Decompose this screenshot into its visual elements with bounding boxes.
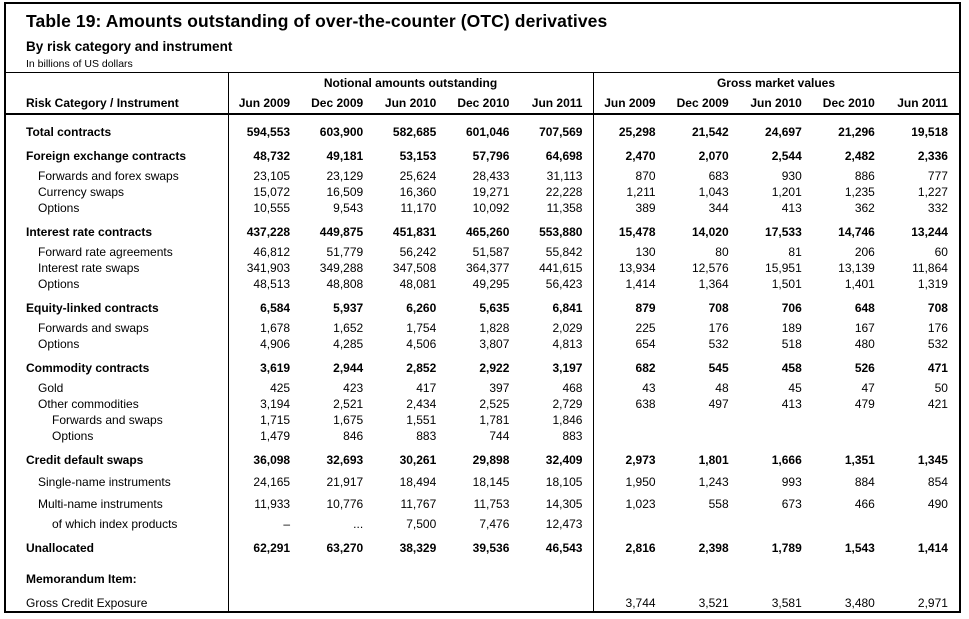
- value-cell: 14,305: [545, 497, 583, 511]
- value-cell: 4,506: [406, 337, 437, 351]
- value-cell: 638: [635, 397, 656, 411]
- row-label: Unallocated: [26, 541, 95, 555]
- value-cell: 16,509: [326, 185, 364, 199]
- value-cell: 56,423: [545, 277, 583, 291]
- value-cell: 81: [788, 245, 802, 259]
- value-cell: 1,666: [771, 453, 802, 467]
- value-cell: 22,228: [545, 185, 583, 199]
- value-cell: 6,841: [552, 301, 583, 315]
- value-cell: 2,521: [333, 397, 364, 411]
- value-cell: 437,228: [246, 225, 291, 239]
- value-cell: 673: [781, 497, 802, 511]
- value-cell: 38,329: [399, 541, 437, 555]
- value-cell: 5,937: [333, 301, 364, 315]
- value-cell: 777: [927, 169, 948, 183]
- value-cell: 397: [489, 381, 510, 395]
- value-cell: 16,360: [399, 185, 437, 199]
- value-cell: 449,875: [319, 225, 364, 239]
- value-cell: 11,358: [546, 201, 583, 215]
- value-cell: 5,635: [479, 301, 510, 315]
- value-cell: 341,903: [246, 261, 291, 275]
- value-cell: 48,808: [326, 277, 364, 291]
- value-cell: 2,434: [406, 397, 437, 411]
- value-cell: 14,020: [691, 225, 729, 239]
- value-cell: 2,482: [844, 149, 875, 163]
- value-cell: 11,767: [400, 497, 437, 511]
- value-cell: 1,551: [406, 413, 437, 427]
- row-label: Gold: [38, 381, 64, 395]
- value-cell: 225: [635, 321, 656, 335]
- value-cell: 1,319: [917, 277, 948, 291]
- value-cell: 60: [934, 245, 948, 259]
- value-cell: 2,525: [479, 397, 510, 411]
- row-label: Memorandum Item:: [26, 572, 137, 586]
- value-cell: 518: [781, 337, 802, 351]
- value-cell: 654: [635, 337, 656, 351]
- value-cell: 364,377: [465, 261, 510, 275]
- value-cell: 707,569: [539, 125, 583, 139]
- value-cell: 2,971: [917, 596, 948, 610]
- value-cell: 2,852: [406, 361, 437, 375]
- table-row: [6, 200, 959, 216]
- value-cell: 603,900: [319, 125, 364, 139]
- value-cell: 332: [927, 201, 948, 215]
- value-cell: ...: [353, 517, 364, 531]
- value-cell: 425: [270, 381, 291, 395]
- value-cell: 24,165: [253, 475, 291, 489]
- table-row: [6, 260, 959, 276]
- row-label: Options: [38, 337, 80, 351]
- value-cell: 31,113: [546, 169, 583, 183]
- value-cell: 6,584: [260, 301, 291, 315]
- table-row: [6, 595, 959, 611]
- value-cell: 46,543: [545, 541, 583, 555]
- value-cell: 13,139: [838, 261, 875, 275]
- value-cell: 21,296: [838, 125, 875, 139]
- value-cell: 706: [781, 301, 802, 315]
- value-cell: 1,227: [917, 185, 948, 199]
- value-cell: 15,072: [253, 185, 291, 199]
- value-cell: 3,744: [625, 596, 656, 610]
- period-header: Jun 2011: [531, 95, 583, 110]
- value-cell: 14,746: [838, 225, 875, 239]
- value-cell: 13,244: [911, 225, 948, 239]
- value-cell: 993: [781, 475, 802, 489]
- value-cell: 3,521: [698, 596, 729, 610]
- value-cell: 884: [854, 475, 875, 489]
- row-label: Equity-linked contracts: [26, 301, 159, 315]
- row-label: Interest rate contracts: [26, 225, 153, 239]
- value-cell: 2,336: [917, 149, 948, 163]
- value-cell: 29,898: [472, 453, 510, 467]
- row-label: Single-name instruments: [38, 475, 171, 489]
- value-cell: 3,197: [552, 361, 583, 375]
- value-cell: 80: [715, 245, 729, 259]
- value-cell: 51,587: [472, 245, 510, 259]
- table-row: [6, 244, 959, 260]
- table-row: [6, 276, 959, 292]
- row-label: Foreign exchange contracts: [26, 149, 187, 163]
- column-divider-labels: [228, 73, 229, 611]
- value-cell: 12,473: [545, 517, 583, 531]
- table-subtitle: By risk category and instrument: [26, 39, 233, 54]
- value-cell: 480: [854, 337, 875, 351]
- value-cell: 744: [489, 429, 510, 443]
- value-cell: 479: [854, 397, 875, 411]
- value-cell: 3,480: [844, 596, 875, 610]
- value-cell: 2,944: [333, 361, 364, 375]
- value-cell: 7,476: [479, 517, 510, 531]
- value-cell: 21,542: [691, 125, 729, 139]
- table-row: [6, 428, 959, 444]
- value-cell: 1,501: [771, 277, 802, 291]
- value-cell: 19,271: [472, 185, 510, 199]
- value-cell: 2,398: [698, 541, 729, 555]
- period-header: Dec 2010: [457, 95, 510, 110]
- table-row: [6, 452, 959, 468]
- value-cell: 2,470: [625, 149, 656, 163]
- value-cell: 1,414: [917, 541, 948, 555]
- value-cell: 683: [708, 169, 729, 183]
- table-row: [6, 360, 959, 376]
- value-cell: 1,789: [771, 541, 802, 555]
- value-cell: 708: [927, 301, 948, 315]
- value-cell: 48,513: [253, 277, 291, 291]
- value-cell: 4,813: [552, 337, 583, 351]
- table-title: Table 19: Amounts outstanding of over-the-counter (OTC) derivatives: [26, 11, 608, 31]
- value-cell: 2,816: [625, 541, 656, 555]
- value-cell: 15,478: [618, 225, 656, 239]
- value-cell: 11,753: [473, 497, 510, 511]
- table-row: [6, 496, 959, 512]
- value-cell: 886: [854, 169, 875, 183]
- value-cell: 167: [854, 321, 875, 335]
- value-cell: 1,364: [698, 277, 729, 291]
- period-header: Dec 2010: [822, 95, 875, 110]
- value-cell: 2,544: [771, 149, 802, 163]
- table-frame: [4, 2, 961, 613]
- value-cell: 43: [642, 381, 656, 395]
- value-cell: 879: [635, 301, 656, 315]
- value-cell: 349,288: [319, 261, 364, 275]
- value-cell: 1,543: [844, 541, 875, 555]
- value-cell: 11,864: [912, 261, 948, 275]
- group-header-gross: Gross market values: [716, 75, 836, 90]
- value-cell: 1,235: [844, 185, 875, 199]
- row-label: Total contracts: [26, 125, 112, 139]
- period-header: Jun 2009: [238, 95, 291, 110]
- value-cell: 48: [715, 381, 729, 395]
- period-header: Jun 2011: [897, 95, 948, 110]
- value-cell: 1,211: [626, 185, 656, 199]
- value-cell: 465,260: [465, 225, 510, 239]
- value-cell: 1,479: [260, 429, 291, 443]
- period-header: Dec 2009: [676, 95, 729, 110]
- table-body: [6, 115, 959, 611]
- value-cell: 19,518: [911, 125, 948, 139]
- value-cell: 413: [781, 397, 802, 411]
- value-cell: 2,729: [552, 397, 583, 411]
- value-cell: 497: [708, 397, 729, 411]
- value-cell: 708: [708, 301, 729, 315]
- value-cell: 189: [781, 321, 802, 335]
- value-cell: 48,732: [253, 149, 291, 163]
- row-label: Other commodities: [38, 397, 139, 411]
- value-cell: 532: [927, 337, 948, 351]
- row-label: Options: [52, 429, 94, 443]
- value-cell: 930: [781, 169, 802, 183]
- row-label: Options: [38, 277, 80, 291]
- row-label: Currency swaps: [38, 185, 125, 199]
- value-cell: 24,697: [765, 125, 802, 139]
- table-row: [6, 396, 959, 412]
- value-cell: 49,295: [472, 277, 510, 291]
- table-row: [6, 571, 959, 587]
- value-cell: 1,715: [260, 413, 291, 427]
- value-cell: 854: [927, 475, 948, 489]
- value-cell: 25,624: [399, 169, 437, 183]
- value-cell: 1,201: [771, 185, 802, 199]
- table-row: [6, 474, 959, 490]
- value-cell: 51,779: [326, 245, 364, 259]
- group-header-row: [6, 73, 959, 92]
- table-row: [6, 124, 959, 140]
- value-cell: 682: [635, 361, 656, 375]
- value-cell: 1,414: [625, 277, 656, 291]
- value-cell: 206: [854, 245, 875, 259]
- value-cell: 883: [562, 429, 583, 443]
- value-cell: 1,401: [844, 277, 875, 291]
- value-cell: 1,345: [917, 453, 948, 467]
- value-cell: 9,543: [333, 201, 364, 215]
- value-cell: 63,270: [326, 541, 364, 555]
- table-row: [6, 320, 959, 336]
- value-cell: 441,615: [539, 261, 583, 275]
- value-cell: 32,693: [326, 453, 364, 467]
- value-cell: 7,500: [406, 517, 437, 531]
- value-cell: 1,781: [479, 413, 510, 427]
- value-cell: 1,828: [479, 321, 510, 335]
- value-cell: 13,934: [618, 261, 656, 275]
- table-row: [6, 300, 959, 316]
- row-label: Interest rate swaps: [38, 261, 140, 275]
- value-cell: 50: [934, 381, 948, 395]
- row-label: Commodity contracts: [26, 361, 150, 375]
- value-cell: 15,951: [765, 261, 802, 275]
- value-cell: 526: [854, 361, 875, 375]
- table-row: [6, 540, 959, 556]
- value-cell: 466: [854, 497, 875, 511]
- value-cell: 413: [781, 201, 802, 215]
- value-cell: 601,046: [465, 125, 510, 139]
- value-cell: 39,536: [472, 541, 510, 555]
- value-cell: 32,409: [545, 453, 583, 467]
- value-cell: 1,846: [552, 413, 583, 427]
- period-header: Dec 2009: [311, 95, 364, 110]
- value-cell: 1,652: [333, 321, 364, 335]
- value-cell: 47: [861, 381, 875, 395]
- value-cell: 1,243: [698, 475, 729, 489]
- column-divider-sections: [593, 73, 594, 611]
- value-cell: 1,950: [625, 475, 656, 489]
- value-cell: 4,285: [333, 337, 364, 351]
- value-cell: 6,260: [406, 301, 437, 315]
- value-cell: 1,023: [625, 497, 656, 511]
- value-cell: 53,153: [399, 149, 437, 163]
- value-cell: 648: [854, 301, 875, 315]
- row-label: Options: [38, 201, 80, 215]
- value-cell: 417: [416, 381, 437, 395]
- value-cell: 18,145: [472, 475, 510, 489]
- value-cell: 18,105: [545, 475, 583, 489]
- value-cell: 423: [343, 381, 364, 395]
- group-header-notional: Notional amounts outstanding: [323, 75, 498, 90]
- value-cell: 176: [708, 321, 729, 335]
- value-cell: 64,698: [545, 149, 583, 163]
- row-label: Forwards and forex swaps: [38, 169, 179, 183]
- value-cell: 30,261: [399, 453, 437, 467]
- row-label: of which index products: [52, 517, 178, 531]
- value-cell: 49,181: [326, 149, 364, 163]
- value-cell: 532: [708, 337, 729, 351]
- value-cell: 55,842: [545, 245, 583, 259]
- value-cell: 130: [635, 245, 656, 259]
- value-cell: 347,508: [392, 261, 437, 275]
- value-cell: 2,029: [552, 321, 583, 335]
- row-label: Credit default swaps: [26, 453, 144, 467]
- value-cell: 36,098: [253, 453, 291, 467]
- value-cell: 870: [635, 169, 656, 183]
- table-row: [6, 184, 959, 200]
- value-cell: 1,801: [698, 453, 729, 467]
- value-cell: 23,129: [326, 169, 364, 183]
- value-cell: 594,553: [246, 125, 291, 139]
- value-cell: 1,351: [844, 453, 875, 467]
- value-cell: 3,619: [260, 361, 291, 375]
- row-label: Gross Credit Exposure: [26, 596, 148, 610]
- value-cell: 2,070: [698, 149, 729, 163]
- table-row: [6, 516, 959, 532]
- value-cell: 471: [927, 361, 948, 375]
- value-cell: 12,576: [691, 261, 729, 275]
- table-row: [6, 380, 959, 396]
- row-label: Forwards and swaps: [52, 413, 163, 427]
- value-cell: 10,092: [472, 201, 510, 215]
- value-cell: 490: [927, 497, 948, 511]
- value-cell: 558: [708, 497, 729, 511]
- value-cell: 11,933: [254, 497, 291, 511]
- value-cell: 3,807: [479, 337, 510, 351]
- value-cell: 421: [927, 397, 948, 411]
- value-cell: 553,880: [539, 225, 583, 239]
- period-header: Jun 2009: [604, 95, 656, 110]
- value-cell: 21,917: [326, 475, 364, 489]
- row-label: Forwards and swaps: [38, 321, 149, 335]
- data-table: [6, 72, 959, 611]
- table-header: [6, 73, 959, 115]
- table-row: [6, 336, 959, 352]
- value-cell: 11,170: [400, 201, 437, 215]
- value-cell: 2,922: [479, 361, 510, 375]
- value-cell: 1,043: [698, 185, 729, 199]
- value-cell: 56,242: [399, 245, 437, 259]
- value-cell: 2,973: [625, 453, 656, 467]
- value-cell: 62,291: [253, 541, 291, 555]
- row-label: Forward rate agreements: [38, 245, 173, 259]
- value-cell: 468: [562, 381, 583, 395]
- value-cell: 45: [788, 381, 802, 395]
- value-cell: 344: [708, 201, 729, 215]
- period-header-row: [6, 92, 959, 113]
- value-cell: 3,194: [260, 397, 291, 411]
- title-block: [6, 4, 959, 70]
- period-header: Jun 2010: [384, 95, 437, 110]
- value-cell: 389: [635, 201, 656, 215]
- value-cell: 46,812: [253, 245, 291, 259]
- value-cell: 3,581: [771, 596, 802, 610]
- value-cell: 458: [781, 361, 802, 375]
- value-cell: 57,796: [472, 149, 510, 163]
- value-cell: 1,754: [406, 321, 437, 335]
- period-header: Jun 2010: [750, 95, 802, 110]
- value-cell: 1,678: [260, 321, 291, 335]
- table-row: [6, 412, 959, 428]
- value-cell: 48,081: [399, 277, 437, 291]
- value-cell: –: [283, 517, 291, 531]
- unit-note: In billions of US dollars: [26, 58, 133, 70]
- value-cell: 451,831: [392, 225, 437, 239]
- value-cell: 18,494: [399, 475, 437, 489]
- value-cell: 25,298: [618, 125, 656, 139]
- value-cell: 17,533: [765, 225, 802, 239]
- value-cell: 1,675: [333, 413, 364, 427]
- table-row: [6, 168, 959, 184]
- value-cell: 10,555: [253, 201, 291, 215]
- value-cell: 23,105: [253, 169, 291, 183]
- value-cell: 362: [854, 201, 875, 215]
- value-cell: 545: [708, 361, 729, 375]
- value-cell: 10,776: [326, 497, 364, 511]
- value-cell: 846: [343, 429, 364, 443]
- value-cell: 883: [416, 429, 437, 443]
- value-cell: 4,906: [260, 337, 291, 351]
- row-label: Multi-name instruments: [38, 497, 163, 511]
- value-cell: 28,433: [472, 169, 510, 183]
- value-cell: 582,685: [392, 125, 437, 139]
- column-header-risk-category: Risk Category / Instrument: [26, 95, 179, 110]
- table-row: [6, 148, 959, 164]
- table-row: [6, 224, 959, 240]
- value-cell: 176: [927, 321, 948, 335]
